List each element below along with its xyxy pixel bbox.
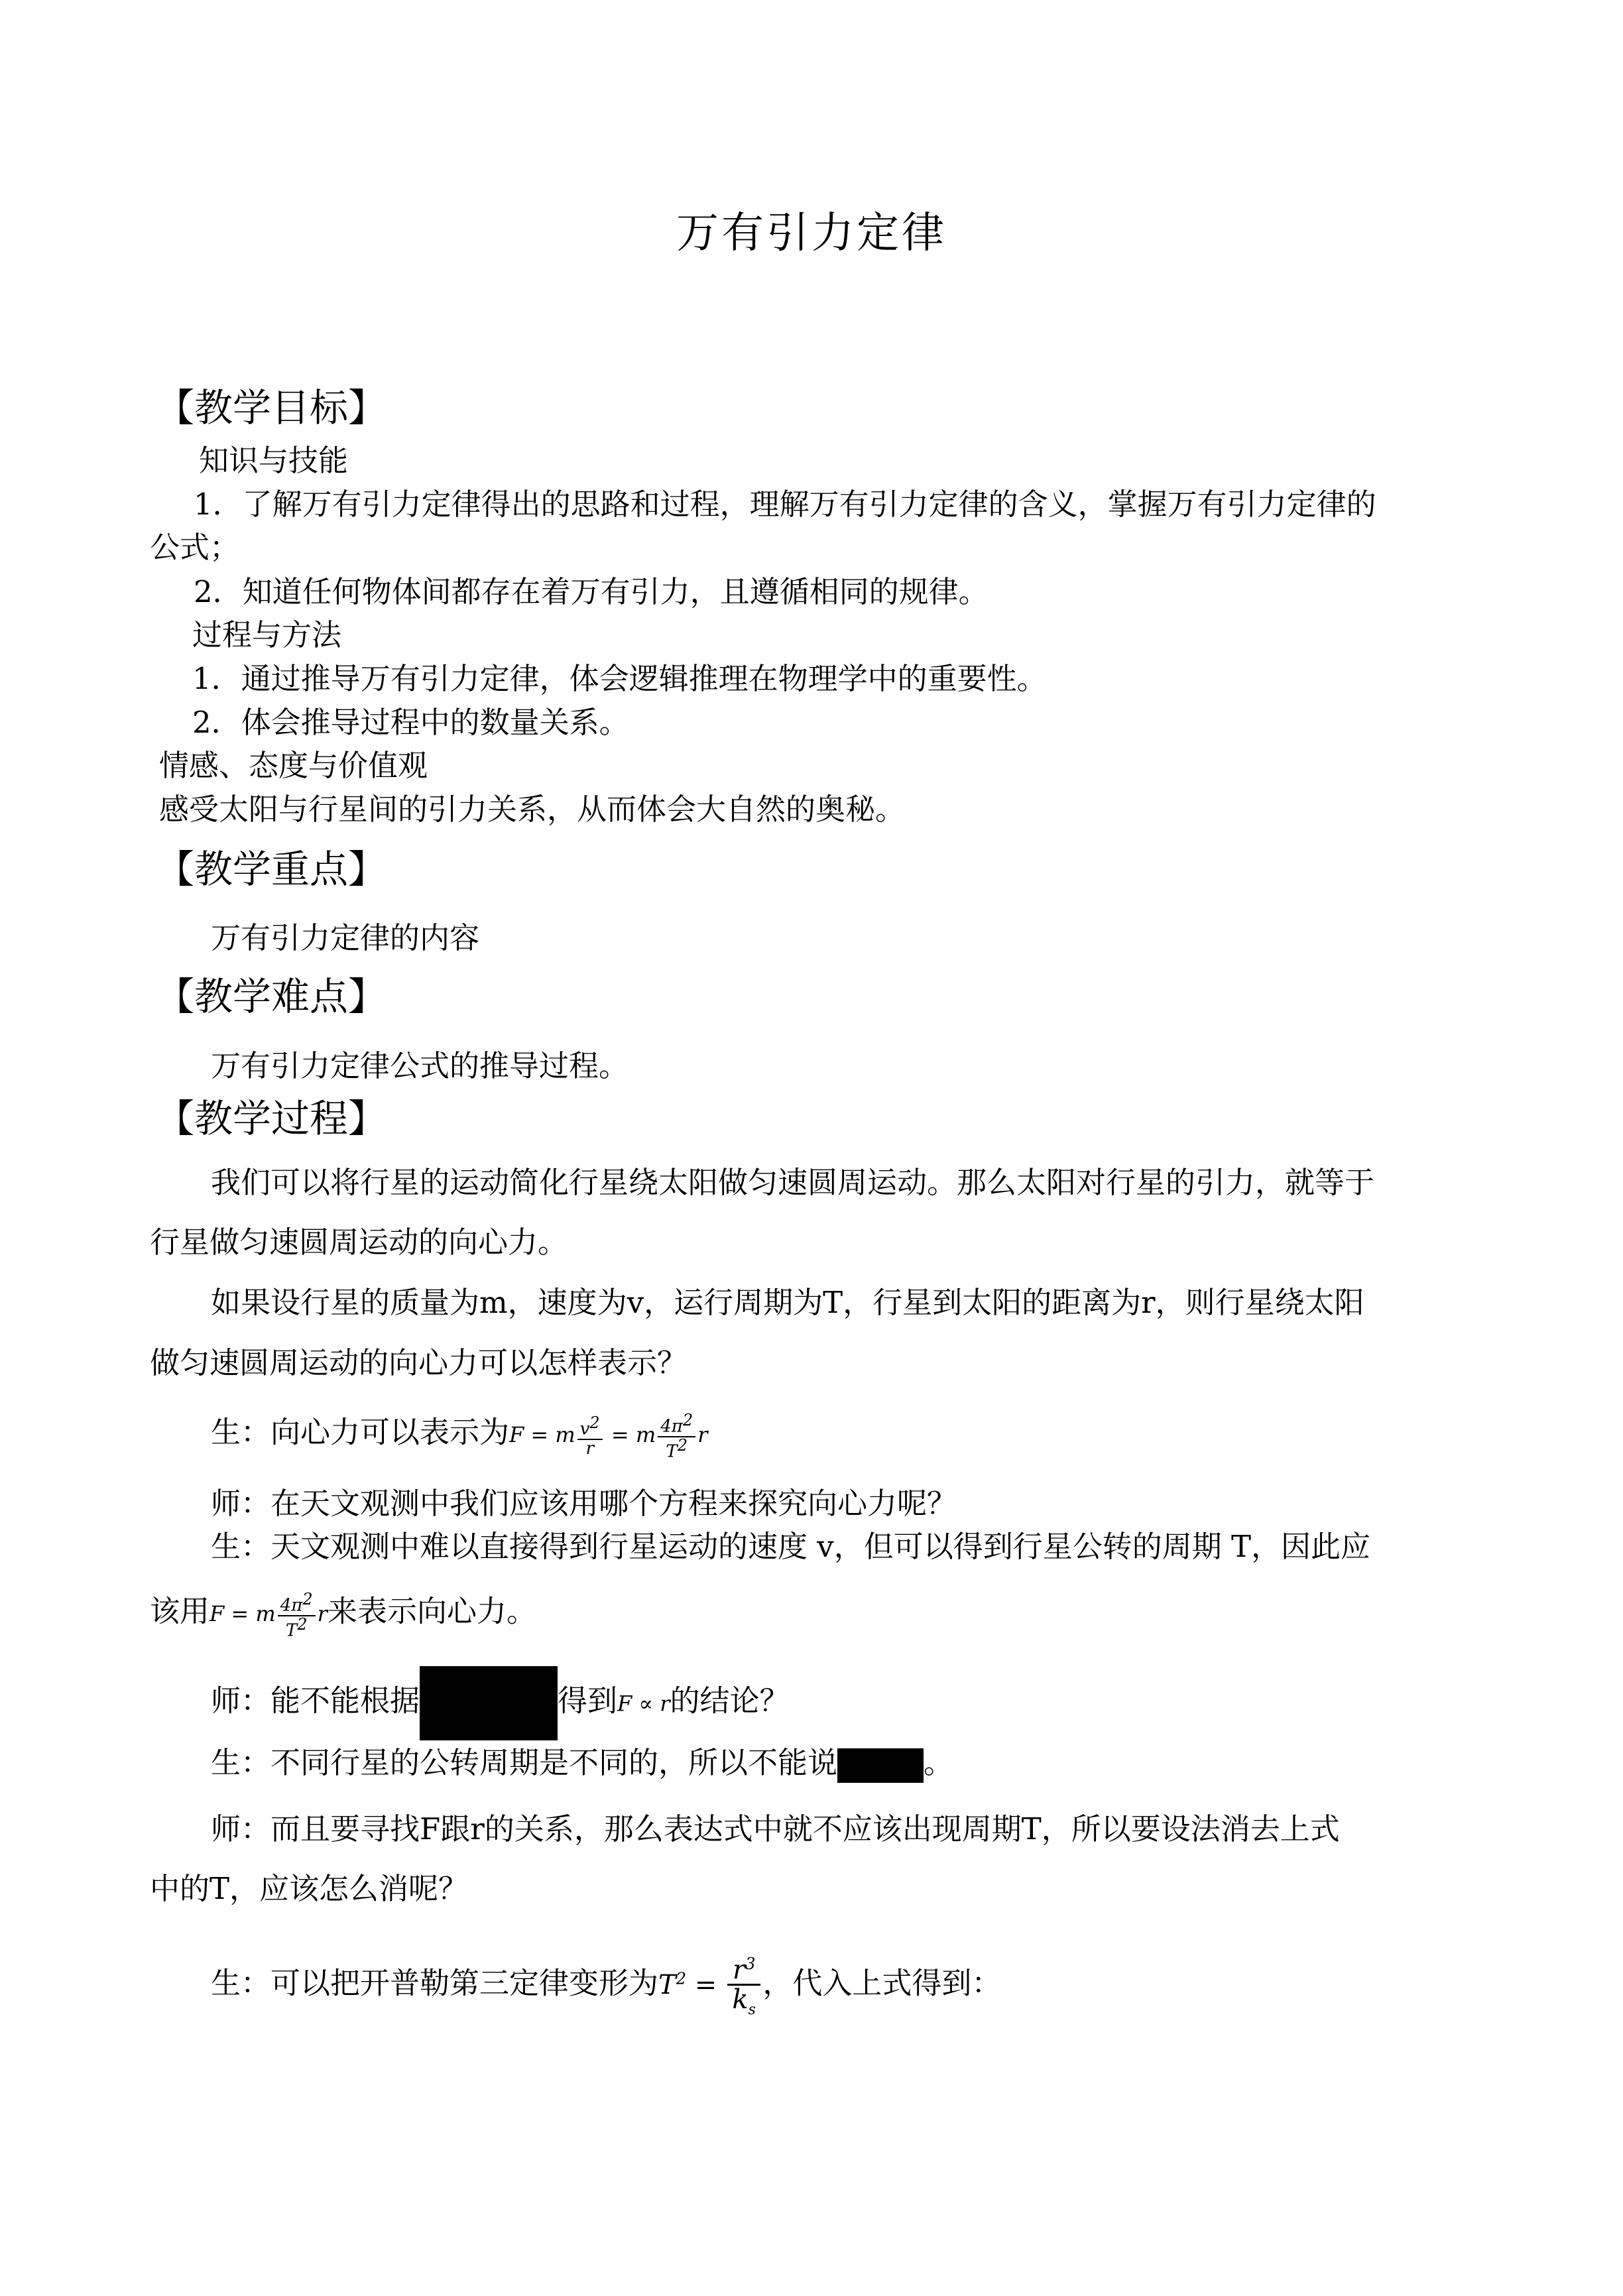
goal-k1-line2: 公式； [150, 530, 240, 565]
process-heading: 【教学过程】 [156, 1096, 387, 1141]
student-answer-4: 生：可以把开普勒第三定律变形为$T^2$ = $\frac{r^3}{k_s}$ ，代入上式得到： [211, 1955, 1002, 2019]
process-title: 过程与方法 [192, 617, 342, 652]
student-answer-1 [211, 1412, 707, 1461]
student-answer-2-line1: 生：天文观测中难以直接得到行星运动的速度 v，但可以得到行星公转的周期 T，因此应 [211, 1529, 1371, 1564]
difficulty-heading: 【教学难点】 [156, 974, 387, 1019]
emotion-title: 情感、态度与价值观 [159, 748, 428, 783]
goal-p2: 2．体会推导过程中的数量关系。 [192, 705, 629, 740]
difficulty-text: 万有引力定律公式的推导过程。 [211, 1048, 629, 1083]
goals-heading: 【教学目标】 [156, 385, 387, 430]
process-para2-line2: 做匀速圆周运动的向心力可以怎样表示？ [150, 1345, 688, 1380]
kepler-formula: $T^2$ = $\frac{r^3}{k_s}$ [658, 1970, 762, 2000]
goal-e1: 感受太阳与行星间的引力关系，从而体会大自然的奥秘。 [159, 792, 906, 827]
goal-k1-line1: 1．了解万有引力定律得出的思路和过程，理解万有引力定律的含义，掌握万有引力定律的 [194, 487, 1376, 522]
knowledge-title: 知识与技能 [199, 443, 349, 478]
teacher-question-2: 师：能不能根据 得到F ∝ r的结论？ [211, 1666, 790, 1740]
teacher-question-1: 师：在天文观测中我们应该用哪个方程来探究向心力呢？ [211, 1486, 957, 1521]
goal-k2: 2．知道任何物体间都存在着万有引力，且遵循相同的规律。 [194, 574, 989, 609]
student-answer-1-text: 生：向心力可以表示为 [211, 1414, 510, 1450]
process-para2-line1: 如果设行星的质量为m，速度为v，运行周期为T，行星到太阳的距离为r，则行星绕太阳 [211, 1285, 1364, 1320]
redacted-formula-1 [420, 1666, 558, 1740]
key-point-heading: 【教学重点】 [156, 847, 387, 892]
student-answer-3: 生：不同行星的公转周期是不同的，所以不能说 。 [211, 1748, 953, 1783]
centripetal-formula: F = m $\frac{v2}{r}$ = m $\frac{4\pi 2}{T2}$ r [509, 1411, 708, 1462]
proportional-formula: F ∝ r [617, 1691, 670, 1717]
process-para1-line1: 我们可以将行星的运动简化行星绕太阳做匀速圆周运动。那么太阳对行星的引力，就等于 [211, 1165, 1375, 1200]
teacher-question-3-line1: 师：而且要寻找F跟r的关系，那么表达式中就不应该出现周期T，所以要设法消去上式 [211, 1811, 1340, 1846]
period-formula: F = m $\frac{4\pi 2}{T2}$ r [210, 1590, 328, 1641]
key-point-text: 万有引力定律的内容 [211, 920, 480, 955]
process-para1-line2: 行星做匀速圆周运动的向心力。 [150, 1225, 568, 1260]
teacher-question-3-line2: 中的T，应该怎么消呢？ [150, 1871, 469, 1906]
redacted-formula-2 [837, 1748, 924, 1783]
goal-p1: 1．通过推导万有引力定律，体会逻辑推理在物理学中的重要性。 [192, 661, 1047, 696]
document-title: 万有引力定律 [676, 209, 947, 258]
student-answer-2-line2: 该用F = m $\frac{4\pi 2}{T2}$ r来表示向心力。 [150, 1590, 536, 1641]
